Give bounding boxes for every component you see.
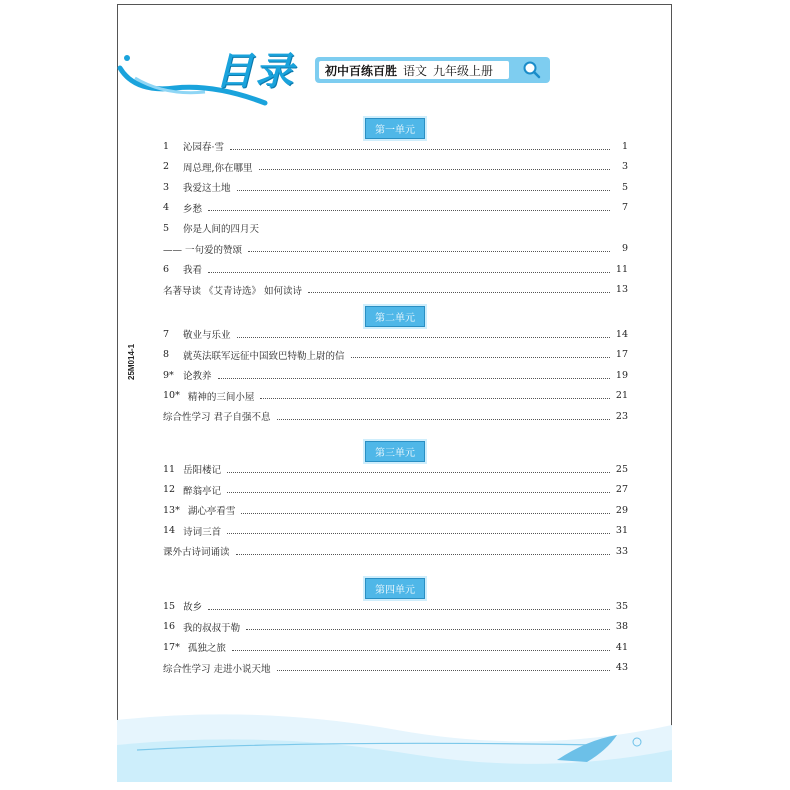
- toc-entry[interactable]: [163, 640, 628, 654]
- entry-number: 17*: [163, 641, 180, 653]
- entry-number: 13*: [163, 504, 180, 516]
- dot-leader: [260, 392, 610, 399]
- unit-label: 第一单元: [365, 118, 425, 139]
- entry-page: 29: [615, 504, 628, 516]
- entry-number: 1: [163, 140, 170, 152]
- entry-title: 敬业与乐业: [183, 330, 231, 341]
- entry-title: 精神的三间小屋: [187, 391, 255, 403]
- book-info-banner: [315, 57, 550, 83]
- dot-leader: [218, 372, 610, 379]
- toc-entry[interactable]: [163, 262, 628, 276]
- subject-name: 语文: [403, 63, 428, 78]
- entry-page: 38: [615, 621, 628, 632]
- dot-leader: [308, 286, 610, 293]
- dot-leader: [227, 486, 610, 493]
- entry-title: 就英法联军远征中国致巴特勒上尉的信: [183, 350, 345, 362]
- toc-entry[interactable]: [163, 661, 628, 675]
- dot-leader: [227, 527, 610, 534]
- toc-entry[interactable]: [163, 544, 628, 558]
- entry-page: 3: [621, 161, 628, 172]
- dot-leader: [248, 245, 610, 252]
- entry-number: 14: [163, 525, 176, 536]
- side-code: 25M014-1: [127, 343, 136, 380]
- entry-number: 11: [163, 463, 176, 475]
- toc-entry[interactable]: [163, 462, 628, 476]
- toc-entry[interactable]: [163, 283, 628, 297]
- dot-leader: [246, 623, 610, 630]
- entry-page: 21: [615, 390, 628, 401]
- entry-title: 乡愁: [183, 203, 203, 215]
- entry-page: 9: [621, 243, 628, 254]
- toc-entry[interactable]: [163, 389, 628, 403]
- dot-leader: [241, 507, 610, 514]
- entry-number: 5: [163, 222, 170, 234]
- page-title: 目录: [215, 51, 296, 93]
- entry-number: 7: [163, 328, 170, 340]
- dot-leader: [208, 603, 610, 610]
- toc-entry[interactable]: [163, 327, 628, 341]
- unit-label: 第三单元: [365, 441, 425, 462]
- entry-page: 43: [615, 662, 628, 673]
- magnifier-icon: [522, 60, 542, 80]
- entry-title: 综合性学习 君子自强不息: [163, 412, 271, 423]
- bottom-wave-decoration: [117, 700, 672, 782]
- entry-number: 8: [163, 349, 170, 360]
- entry-page: 19: [615, 369, 628, 381]
- toc-entry[interactable]: [163, 620, 628, 634]
- entry-page: 11: [615, 263, 628, 275]
- toc-header: [80, 40, 560, 110]
- unit-heading: [0, 441, 790, 462]
- toc-entry[interactable]: [163, 242, 628, 256]
- dot-leader: [230, 143, 610, 150]
- entry-title: 你是人间的四月天: [183, 224, 260, 235]
- entry-title: 论教养: [183, 371, 212, 382]
- entry-title: 诗词三首: [183, 526, 222, 538]
- entry-page: 1: [621, 140, 628, 152]
- dot-leader: [208, 266, 610, 273]
- dot-leader: [277, 413, 610, 420]
- entry-title: 沁园春·雪: [183, 142, 225, 153]
- entry-title: 湖心亭看雪: [187, 506, 236, 517]
- toc-entry[interactable]: [163, 348, 628, 362]
- dot-leader: [237, 184, 610, 191]
- dot-leader: [208, 204, 610, 211]
- entry-number: 16: [163, 621, 176, 632]
- toc-entry[interactable]: [163, 483, 628, 497]
- entry-page: 41: [615, 641, 628, 653]
- unit-label: 第二单元: [365, 306, 425, 327]
- entry-title: 名著导读 《艾青诗选》 如何读诗: [163, 285, 303, 297]
- entry-number: 4: [163, 202, 170, 213]
- entry-number: 6: [163, 263, 170, 275]
- entry-title: 岳阳楼记: [183, 465, 222, 476]
- unit-heading: [0, 118, 790, 139]
- book-info: [319, 61, 509, 79]
- dot-leader: [236, 548, 610, 555]
- entry-page: 14: [615, 328, 628, 340]
- toc-entry[interactable]: [163, 599, 628, 613]
- entry-page: 33: [615, 545, 628, 557]
- dot-leader: [351, 351, 610, 358]
- unit-label: 第四单元: [365, 578, 425, 599]
- entry-page: 17: [615, 349, 628, 360]
- entry-number: 2: [163, 161, 170, 172]
- entry-number: 9*: [163, 369, 174, 381]
- entry-title: 周总理,你在哪里: [183, 162, 253, 174]
- entry-page: 25: [615, 463, 628, 475]
- toc-entry[interactable]: [163, 201, 628, 215]
- toc-entry[interactable]: [163, 221, 628, 235]
- dot-leader: [259, 163, 610, 170]
- entry-title: 课外古诗词诵读: [163, 547, 230, 558]
- entry-title: 醉翁亭记: [183, 485, 222, 497]
- entry-title: 综合性学习 走进小说天地: [163, 663, 271, 675]
- dot-leader: [232, 644, 610, 651]
- entry-page: 7: [621, 202, 628, 213]
- entry-number: 15: [163, 600, 176, 612]
- series-name: 初中百练百胜: [325, 63, 398, 78]
- unit-heading: [0, 306, 790, 327]
- toc-entry[interactable]: [163, 160, 628, 174]
- entry-title: 我爱这土地: [183, 183, 231, 194]
- toc-entry[interactable]: [163, 139, 628, 153]
- entry-page: 31: [615, 525, 628, 536]
- entry-page: 5: [621, 181, 628, 193]
- grade-name: 九年级上册: [433, 63, 494, 78]
- entry-page: 23: [615, 410, 628, 422]
- toc-entry[interactable]: [163, 180, 628, 194]
- dot-leader: [277, 664, 610, 671]
- entry-number: 12: [163, 484, 176, 495]
- dot-leader: [237, 331, 610, 338]
- dot-leader: [227, 466, 610, 473]
- entry-title: 故乡: [183, 602, 203, 613]
- entry-title: —— 一句爱的赞颂: [163, 244, 243, 256]
- toc-entry[interactable]: [163, 503, 628, 517]
- entry-title: 我看: [183, 265, 203, 276]
- unit-heading: [0, 578, 790, 599]
- toc-entry[interactable]: [163, 409, 628, 423]
- entry-number: 3: [163, 181, 170, 193]
- entry-number: 10*: [163, 390, 180, 401]
- toc-entry[interactable]: [163, 368, 628, 382]
- entry-page: 13: [615, 284, 628, 295]
- entry-title: 孤独之旅: [187, 643, 226, 654]
- entry-title: 我的叔叔于勒: [183, 622, 241, 634]
- toc-entry[interactable]: [163, 524, 628, 538]
- entry-page: 35: [615, 600, 628, 612]
- entry-page: 27: [615, 484, 628, 495]
